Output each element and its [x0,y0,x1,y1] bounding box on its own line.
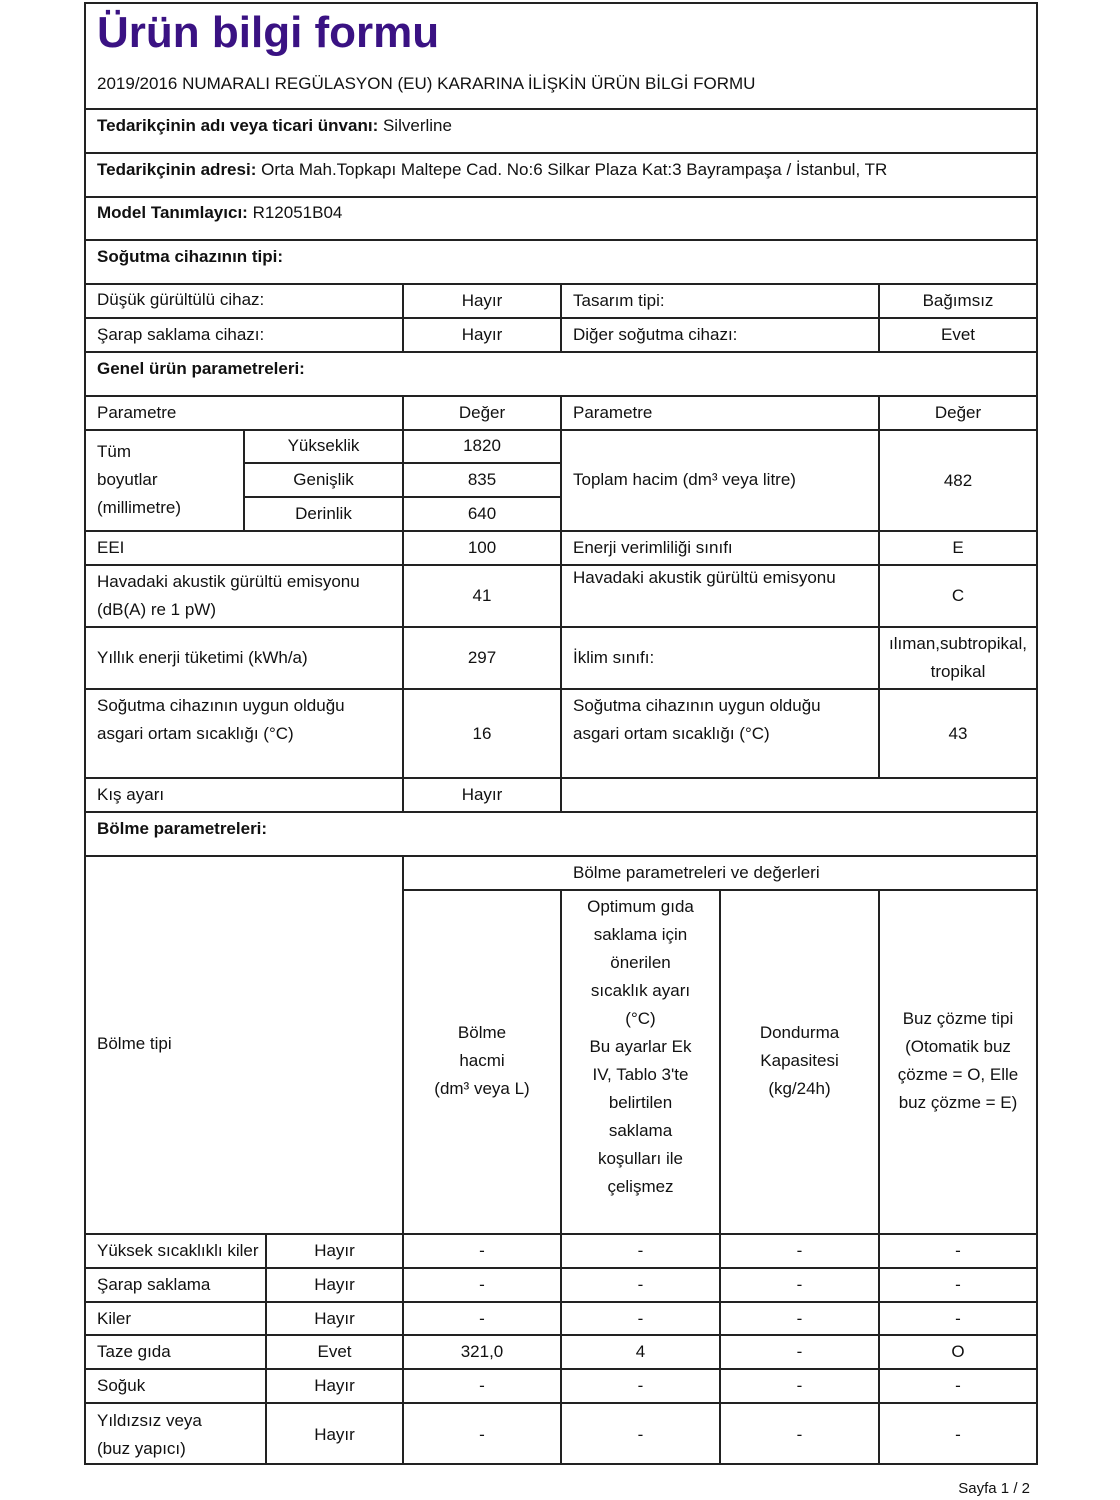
supplier-address-label: Tedarikçinin adresi: [97,160,257,179]
temp-header-line: (°C) [625,1009,656,1028]
depth-value: 640 [467,504,497,523]
rule [86,239,1036,241]
temp-header-line: belirtilen [608,1093,673,1112]
winter-setting-value: Hayır [461,785,503,804]
supplier-name-value: Silverline [382,116,452,135]
col-value-header-2: Değer [934,403,982,422]
max-temp-label [562,692,878,748]
page-title: Ürün bilgi formu [97,8,440,57]
rule [560,395,562,813]
volume-header-line: (dm³ veya L) [434,1079,530,1098]
compartment-defrost-cell: O [951,1342,965,1361]
rule [86,196,1036,198]
compartment-type-cell: Soğuk [97,1376,146,1395]
dimensions-label-line3: (millimetre) [97,498,182,517]
min-temp-label-line2: asgari ortam sıcaklığı (°C) [97,724,294,743]
compartment-type-cell: Taze gıda [97,1342,171,1361]
temp-header-line: saklama için [593,925,688,944]
min-temp-label [86,692,392,748]
other-appliance-value: Evet [940,325,976,344]
compartment-freeze-cell: - [796,1308,803,1328]
compartment-type-header: Bölme tipi [97,1034,172,1053]
other-appliance-label: Diğer soğutma cihazı: [573,325,738,344]
compartment-freeze-cell: - [796,1424,803,1444]
compartment-temp-cell: - [637,1376,644,1395]
compartment-temp-cell: - [637,1308,644,1328]
climate-value-line1: ılıman,subtropikal, [889,634,1027,653]
defrost-type-header [880,1005,1036,1117]
design-type-value: Bağımsız [922,291,994,310]
annual-energy-value: 297 [467,648,497,667]
compartment-defrost-cell: - [955,1241,961,1260]
model-label: Model Tanımlayıcı: [97,203,248,222]
temp-header-line: çelişmez [607,1177,674,1196]
min-temp-value: 16 [472,724,492,743]
regulation-subtitle: 2019/2016 NUMARALI REGÜLASYON (EU) KARARINA İLİŞKİN ÜRÜN BİLGİ FORMU [97,74,756,93]
defrost-header-line: çözme = O, Elle [897,1065,1019,1084]
noise-class-value: C [951,586,965,605]
temperature-header [562,893,719,1201]
supplier-name [86,112,1036,140]
width-value: 835 [467,470,497,489]
defrost-header-line: buz çözme = E) [898,1093,1018,1112]
energy-class-label: Enerji verimliliği sınıfı [573,538,733,557]
noise-emission-value: 41 [472,586,492,605]
climate-value-line2: tropikal [930,662,986,681]
compartment-group-header: Bölme parametreleri ve değerleri [573,863,820,882]
freeze-header-line: Kapasitesi [760,1051,839,1070]
temp-header-line: sıcaklık ayarı [590,981,691,1000]
design-type-label: Tasarım tipi: [573,291,665,310]
total-volume-label: Toplam hacim (dm³ veya litre) [573,470,796,489]
defrost-header-line: (Otomatik buz [905,1037,1011,1056]
compartment-type-cell: Yüksek sıcaklıklı kiler [97,1241,259,1260]
noise-emission-label [86,568,402,624]
volume-header-line: Bölme [457,1023,507,1042]
col-parameter-header-2: Parametre [573,403,653,422]
compartment-volume-cell: - [479,1424,485,1444]
eei-label: EEI [97,538,125,557]
compartment-present-cell: Hayır [314,1308,355,1328]
width-label: Genişlik [293,470,354,489]
freeze-header-line: (kg/24h) [768,1079,831,1098]
dimensions-label-line1: Tüm [97,442,131,461]
freeze-header-line: Dondurma [759,1023,840,1042]
compartment-freeze-cell: - [796,1241,803,1260]
compartment-temp-cell: - [637,1424,644,1444]
page-number: Sayfa 1 / 2 [958,1480,1030,1497]
volume-header [404,1019,560,1103]
temp-header-line: koşulları ile [597,1149,684,1168]
compartment-volume-cell: - [479,1308,485,1328]
height-value: 1820 [463,436,501,455]
defrost-header-line: Buz çözme tipi [902,1009,1014,1028]
temp-header-line: IV, Tablo 3'te [592,1065,689,1084]
min-temp-label-line1: Soğutma cihazının uygun olduğu [97,696,345,715]
wine-storage-value: Hayır [461,325,503,344]
compartment-volume-cell: - [479,1275,485,1294]
supplier-address-value: Orta Mah.Topkapı Maltepe Cad. No:6 Silkar Plaza Kat:3 Bayrampaşa / İstanbul, TR [261,160,888,179]
temp-header-line: saklama [608,1121,673,1140]
freezing-capacity-header [721,1019,878,1103]
compartment-freeze-cell: - [796,1275,803,1294]
rule [86,855,1036,857]
dimensions-label [86,438,243,522]
compartment-type-cell: Şarap saklama [97,1275,211,1294]
compartment-freeze-cell: - [796,1376,803,1395]
supplier-name-label: Tedarikçinin adı veya ticari ünvanı: [97,116,379,135]
total-volume-value: 482 [943,471,973,490]
depth-label: Derinlik [295,504,352,523]
compartment-volume-cell: - [479,1241,485,1260]
col-parameter-header: Parametre [97,403,177,422]
compartment-type-cell: Yıldızsız veya (buz yapıcı) [97,1410,202,1458]
low-noise-value: Hayır [461,291,503,310]
temp-header-line: Bu ayarlar Ek [589,1037,692,1056]
compartment-defrost-cell: - [955,1275,961,1294]
compartment-defrost-cell: - [955,1308,961,1328]
annual-energy-label: Yıllık enerji tüketimi (kWh/a) [97,648,308,667]
rule [86,152,1036,154]
low-noise-label: Düşük gürültülü cihaz: [97,290,265,309]
noise-label-line1: Havadaki akustik gürültü emisyonu [97,572,360,591]
noise-label-line2: (dB(A) re 1 pW) [97,600,217,619]
compartment-present-cell: Hayır [314,1241,355,1260]
compartment-type-cell: Kiler [97,1308,132,1328]
compartment-defrost-cell: - [955,1424,961,1444]
compartment-volume-cell: 321,0 [460,1342,504,1361]
appliance-type-heading: Soğutma cihazının tipi: [97,247,284,266]
product-info-form [84,2,1038,1465]
wine-storage-label: Şarap saklama cihazı: [97,325,265,344]
model-identifier [86,199,1036,227]
supplier-address [86,156,1036,184]
volume-header-line: hacmi [459,1051,505,1070]
general-params-heading: Genel ürün parametreleri: [97,359,305,378]
rule [86,108,1036,110]
temp-header-line: önerilen [610,953,671,972]
compartment-freeze-cell: - [796,1342,803,1361]
eei-value: 100 [467,538,497,557]
winter-setting-label: Kış ayarı [97,785,165,804]
max-temp-label-line1: Soğutma cihazının uygun olduğu [573,696,821,715]
compartment-present-cell: Hayır [314,1376,355,1395]
compartment-present-cell: Evet [317,1342,352,1361]
max-temp-label-line2: asgari ortam sıcaklığı (°C) [573,724,770,743]
max-temp-value: 43 [948,724,968,743]
temp-header-line: Optimum gıda [587,897,694,916]
compartment-temp-cell: 4 [635,1342,646,1361]
compartment-defrost-cell: - [955,1376,961,1395]
compartment-present-cell: Hayır [314,1424,355,1444]
compartment-volume-cell: - [479,1376,485,1395]
col-value-header: Değer [458,403,506,422]
height-label: Yükseklik [287,436,360,455]
model-value: R12051B04 [252,203,343,222]
climate-class-label: İklim sınıfı: [573,648,655,667]
climate-class-value [880,630,1036,686]
compartment-temp-cell: - [637,1275,644,1294]
noise-class-label: Havadaki akustik gürültü emisyonu [573,568,836,587]
compartment-params-heading: Bölme parametreleri: [97,819,268,838]
dimensions-label-line2: boyutlar [97,470,158,489]
energy-class-value: E [952,538,964,557]
compartment-temp-cell: - [637,1241,644,1260]
compartment-present-cell: Hayır [314,1275,355,1294]
